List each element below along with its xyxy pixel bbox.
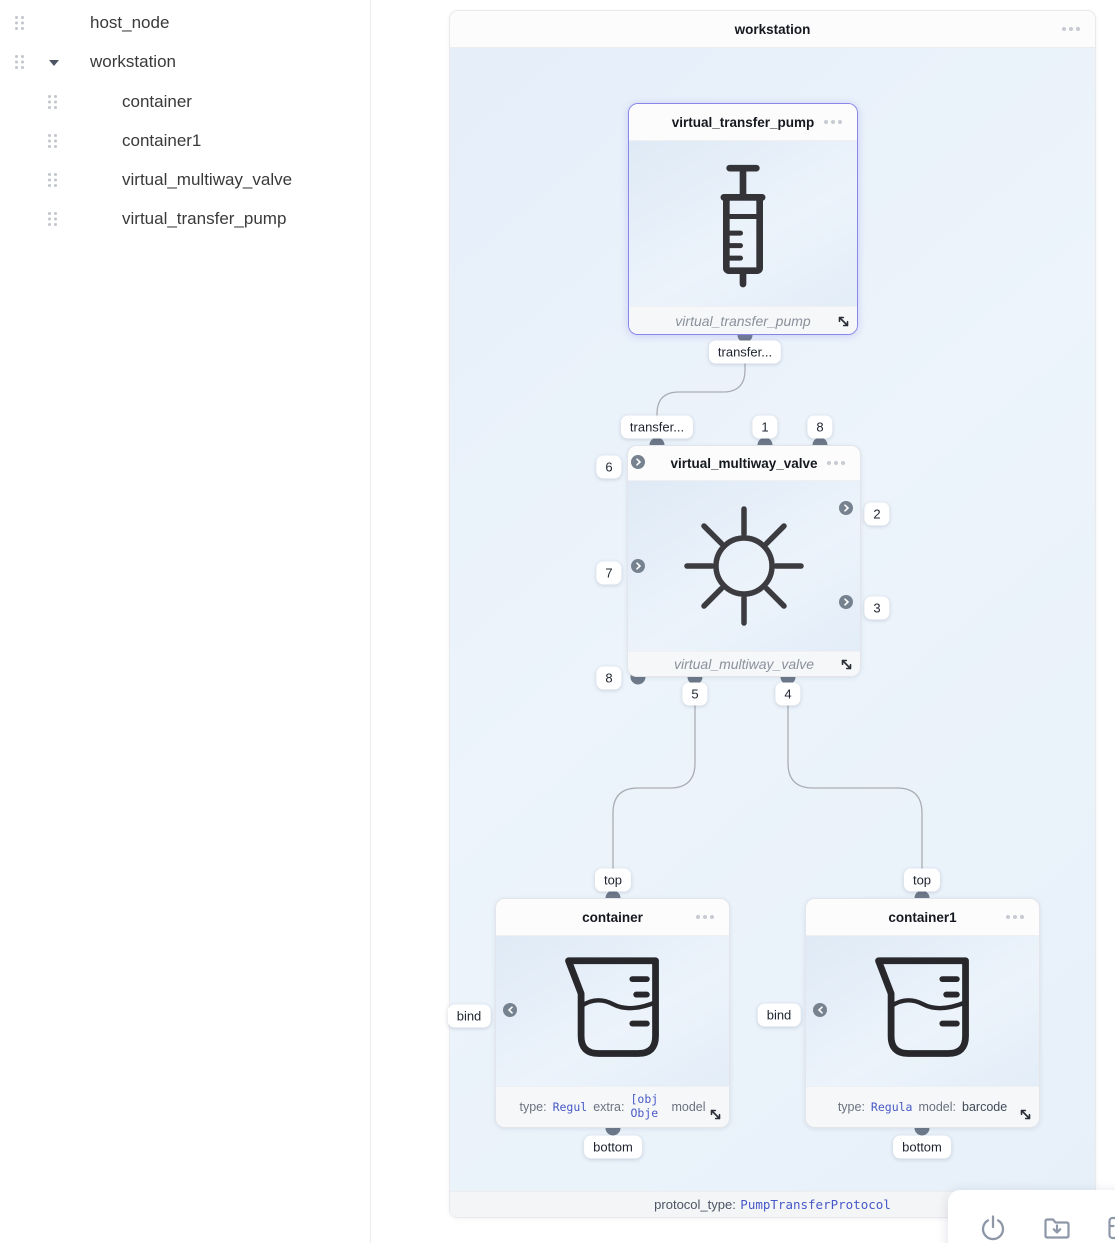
container-title: container [582,910,643,925]
tree-item-label[interactable]: container [122,92,192,111]
chevron-left-icon [817,1006,824,1014]
protocol-type-value: PumpTransferProtocol [740,1197,891,1212]
sidebar-item-virtual-transfer-pump[interactable] [0,204,370,234]
node-container[interactable] [495,898,730,1128]
node-virtual-transfer-pump[interactable] [628,103,858,335]
pump-header[interactable] [629,104,857,141]
port-label-valve-4: 4 [775,683,800,706]
resize-icon[interactable] [840,658,853,671]
power-icon[interactable] [978,1213,1008,1243]
ellipsis-menu-icon[interactable] [827,461,845,465]
port-dot-valve-2[interactable] [839,501,853,515]
container1-body [806,936,1039,1086]
type-label: type: [837,1100,865,1114]
container-footer [496,1086,729,1127]
chevron-right-icon [843,598,850,606]
type-value: Regul [552,1100,588,1114]
pump-footer [629,306,857,334]
extra-value: [obj Obje [630,1093,659,1120]
folder-download-icon[interactable] [1042,1213,1072,1243]
tree-item-label[interactable]: workstation [90,52,176,71]
port-dot-valve-6[interactable] [631,455,645,469]
drag-handle-icon[interactable] [47,133,58,149]
port-label-container1-top: top [904,869,940,892]
port-label-valve-7: 7 [596,562,621,585]
type-label: type: [519,1100,547,1114]
port-label-container1-bind: bind [758,1004,801,1027]
multiway-valve-icon [684,506,804,626]
model-label: model [671,1100,706,1114]
beaker-icon [874,953,972,1069]
port-label-valve-3: 3 [864,597,889,620]
chevron-right-icon [635,458,642,466]
tree-item-label[interactable]: virtual_transfer_pump [122,209,287,228]
port-label-valve-5: 5 [682,683,707,706]
ellipsis-menu-icon[interactable] [1006,915,1024,919]
drag-handle-icon[interactable] [14,54,25,70]
export-icon[interactable] [1106,1213,1115,1243]
sidebar-item-host-node[interactable] [0,8,370,38]
syringe-icon [718,153,768,295]
node-virtual-multiway-valve[interactable] [627,445,861,677]
sidebar-item-workstation[interactable] [0,47,370,77]
valve-footer-name: virtual_multiway_valve [673,656,815,672]
container-header[interactable] [496,899,729,936]
sidebar-item-virtual-multiway-valve[interactable] [0,165,370,195]
container-body [496,936,729,1086]
type-value: Regula [870,1100,913,1114]
port-label-container-top: top [595,869,631,892]
port-dot-container-bind[interactable] [503,1003,517,1017]
valve-header[interactable] [628,446,860,481]
port-label-valve-2: 2 [864,503,889,526]
chevron-left-icon [507,1006,514,1014]
port-dot-valve-7[interactable] [631,559,645,573]
chevron-right-icon [843,504,850,512]
port-label-valve-6: 6 [596,456,621,479]
port-dot-container1-bind[interactable] [813,1003,827,1017]
container1-header[interactable] [806,899,1039,936]
resize-icon[interactable] [837,315,850,328]
extra-label: extra: [593,1100,625,1114]
drag-handle-icon[interactable] [47,94,58,110]
resize-icon[interactable] [1019,1108,1032,1121]
port-label-valve-8-top: 8 [807,416,832,439]
sidebar-item-container1[interactable] [0,126,370,156]
workstation-title: workstation [734,22,811,37]
model-value: barcode [962,1100,1008,1114]
valve-title: virtual_multiway_valve [670,456,818,471]
tree-item-label[interactable]: virtual_multiway_valve [122,170,293,189]
ellipsis-menu-icon[interactable] [1062,27,1080,31]
pump-body [629,141,857,306]
port-label-container1-bottom: bottom [893,1136,951,1159]
tree-item-label[interactable]: container1 [122,131,202,150]
drag-handle-icon[interactable] [47,172,58,188]
ellipsis-menu-icon[interactable] [696,915,714,919]
sidebar-item-container[interactable] [0,87,370,117]
sidebar-tree [0,0,371,1243]
ellipsis-menu-icon[interactable] [824,120,842,124]
valve-footer [628,651,860,676]
port-label-container-bind: bind [448,1005,491,1028]
workstation-header[interactable] [450,11,1095,48]
resize-icon[interactable] [709,1108,722,1121]
chevron-right-icon [635,562,642,570]
beaker-icon [564,953,662,1069]
port-label-container-bottom: bottom [584,1136,642,1159]
port-dot-valve-3[interactable] [839,595,853,609]
port-label-pump-transfer: transfer... [709,341,781,364]
drag-handle-icon[interactable] [47,211,58,227]
model-label: model: [918,1100,956,1114]
canvas-toolbar [948,1190,1115,1243]
pump-footer-name: virtual_transfer_pump [675,313,811,329]
port-label-valve-8-left: 8 [596,667,621,690]
drag-handle-icon[interactable] [14,15,25,31]
caret-down-icon[interactable] [49,60,59,66]
node-container1[interactable] [805,898,1040,1128]
pump-title: virtual_transfer_pump [671,115,815,130]
container1-title: container1 [888,910,957,925]
port-label-valve-1: 1 [752,416,777,439]
tree-item-label[interactable]: host_node [90,13,170,32]
container1-footer [806,1086,1039,1127]
valve-body [628,481,860,651]
port-label-valve-transfer: transfer... [621,416,693,439]
protocol-type-label: protocol_type: [654,1197,736,1212]
